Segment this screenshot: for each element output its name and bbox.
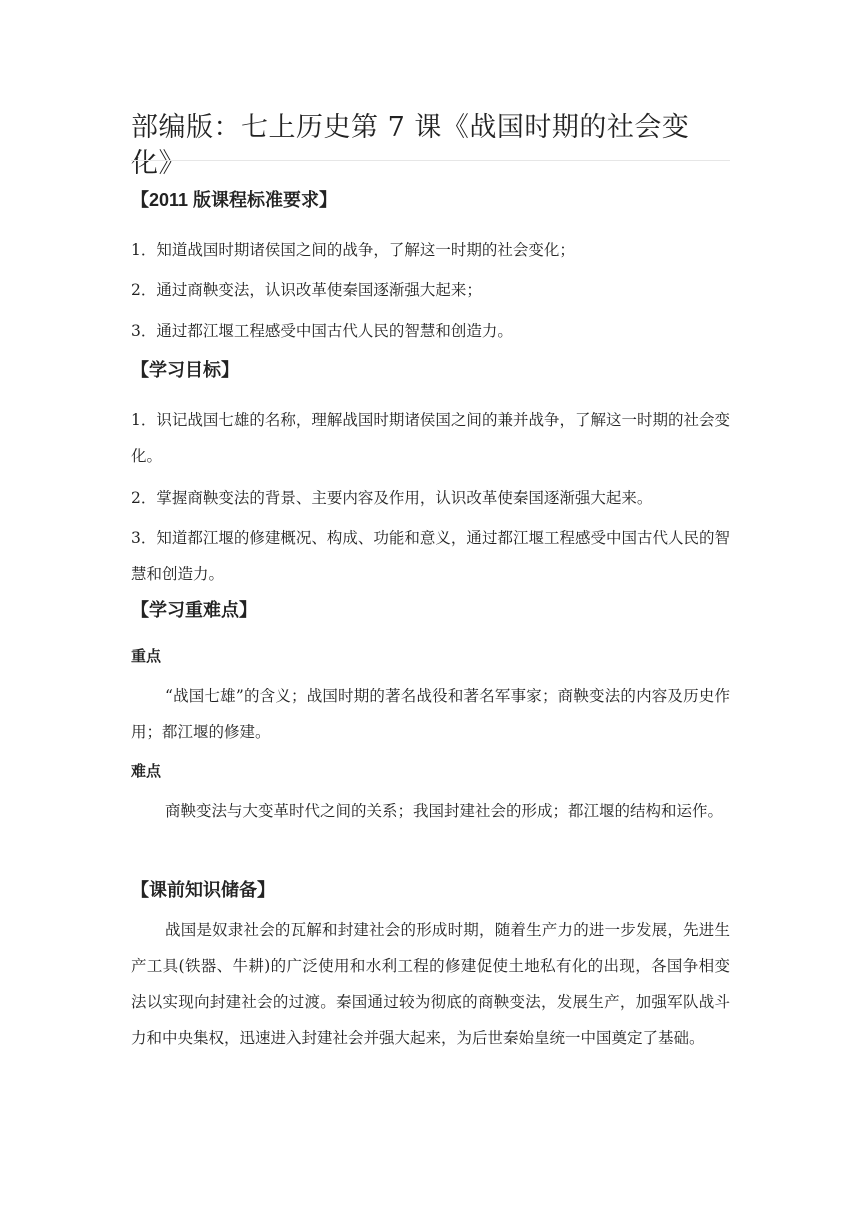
title-divider [131, 160, 730, 161]
section-heading-keypoints: 【学习重难点】 [131, 600, 257, 620]
goal-item-1: 1．识记战国七雄的名称，理解战国时期诸侯国之间的兼并战争，了解这一时期的社会变化。 [131, 411, 730, 465]
section-heading-goals: 【学习目标】 [131, 360, 239, 380]
key-point-text: “战国七雄”的含义；战国时期的著名战役和著名军事家；商鞅变法的内容及历史作用；都江堰的修建。 [131, 687, 730, 741]
goal-item-2: 2．掌握商鞅变法的背景、主要内容及作用，认识改革使秦国逐渐强大起来。 [131, 489, 653, 507]
difficult-point-text: 商鞅变法与大变革时代之间的关系；我国封建社会的形成；都江堰的结构和运作。 [165, 802, 724, 820]
section-heading-preview: 【课前知识储备】 [131, 880, 275, 900]
standard-item-2: 2．通过商鞅变法，认识改革使秦国逐渐强大起来； [131, 281, 482, 299]
goal-item-3: 3．知道都江堰的修建概况、构成、功能和意义，通过都江堰工程感受中国古代人民的智慧和创造力。 [131, 529, 730, 583]
key-point-label: 重点 [131, 648, 162, 665]
standard-item-3: 3．通过都江堰工程感受中国古代人民的智慧和创造力。 [131, 322, 513, 340]
page-title: 部编版：七上历史第 7 课《战国时期的社会变化》 [131, 112, 690, 179]
difficult-point-label: 难点 [131, 763, 162, 780]
standard-item-1: 1．知道战国时期诸侯国之间的战争，了解这一时期的社会变化； [131, 241, 575, 259]
section-heading-standard: 【2011 版课程标准要求】 [131, 190, 338, 210]
preview-text: 战国是奴隶社会的瓦解和封建社会的形成时期，随着生产力的进一步发展，先进生产工具(铁器、牛耕)的广泛使用和水利工程的修建促使土地私有化的出现，各国争相变法以实现向封建社会的过渡。秦国通过较为彻底的商鞅变法，发展生产，加强军队战斗力和中央集权，迅速进入封建社会并强大起来，为后世秦始皇统一中国奠定了基础。 [131, 921, 730, 1047]
